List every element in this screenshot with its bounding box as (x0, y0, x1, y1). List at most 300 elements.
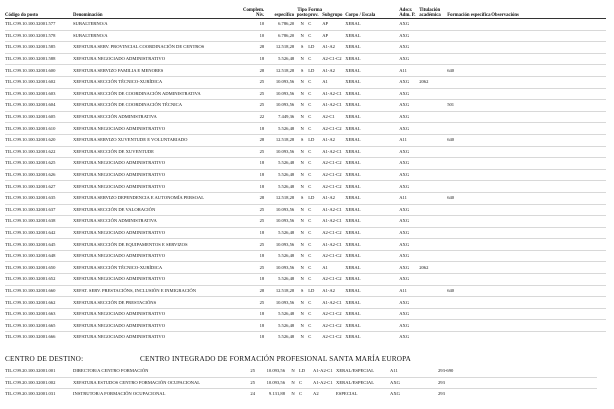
table-row (5, 146, 606, 158)
cell-nivel: 25 (243, 262, 266, 274)
cell-subgrupo: A1-A2 (322, 192, 345, 204)
cell-observacions (491, 274, 606, 286)
cell-denominacion: XEFATURA SECCIÓN DE VALORACIÓN (73, 204, 243, 216)
cell-formacion (447, 169, 491, 181)
cell-corpo: XERAL (345, 100, 399, 112)
cell-formacion (447, 262, 491, 274)
cell-nivel: 25 (243, 239, 266, 251)
table-row (5, 216, 606, 228)
cell-code: TIL.C99.10.100.32001.637 (5, 204, 73, 216)
cell-especifico: 12.518,28 (266, 285, 296, 297)
cell-observacions (491, 76, 606, 88)
cell-code: TIL.C99.10.100.32001.665 (5, 320, 73, 332)
cell-code: TIL.C99.10.100.32001.605 (5, 111, 73, 123)
cell-tipo: N (287, 377, 299, 389)
cell-nivel: 18 (243, 227, 266, 239)
cell-code: TIL.C99.10.100.32001.666 (5, 334, 56, 340)
cell-subgrupo: AP (322, 30, 345, 42)
cell-formacion (447, 53, 491, 65)
cell-code: TIL.C99.10.100.32001.603 (5, 88, 73, 100)
cell-tipo: N (296, 111, 308, 123)
cell-formacion (447, 111, 491, 123)
cell-especifico: 10.093,56 (266, 146, 296, 158)
cell-subgrupo: A1-A2-C1 (322, 88, 345, 100)
cell-corpo: XERAL (345, 250, 399, 262)
cell-tipo: N (296, 181, 308, 193)
cell-especifico: 7.449,36 (266, 111, 296, 123)
cell-adscricion: A11 (390, 366, 410, 377)
cell-subgrupo: A2-C1-C2 (322, 320, 345, 332)
cell-forma: C (308, 216, 322, 228)
cell-observacions (491, 250, 606, 262)
cell-adscricion: AXG (399, 76, 419, 88)
cell-code: TIL.C99.20.100.32001.001 (5, 366, 73, 377)
cell-tipo: N (296, 158, 308, 170)
cell-especifico: 5.526,48 (266, 158, 296, 170)
header-titulacion: Titulación académica (419, 2, 447, 19)
header-formacion: Formación específica (447, 2, 491, 19)
cell-subgrupo: A1-A2-C1 (322, 239, 345, 251)
cell-code: TIL.C99.10.100.32001.625 (5, 158, 73, 170)
table-row (5, 320, 606, 332)
cell-tipo: N (296, 250, 308, 262)
cell-denominacion: XEFATURA SERV. PROVINCIAL COORDINACIÓN DE CENTROS (73, 42, 243, 54)
cell-corpo: XERAL (345, 76, 399, 88)
cell-tipo: S (296, 285, 308, 297)
cell-corpo: XERAL (345, 181, 399, 193)
cell-subgrupo: A1-A2 (322, 65, 345, 77)
cell-observacions (491, 111, 606, 123)
cell-especifico: 12.518,28 (266, 134, 296, 146)
cell-adscricion: AXG (399, 297, 419, 309)
cell-subgrupo: A1-A2-C1 (322, 216, 345, 228)
cell-denominacion: XEFATURA SERVIZO DEPENDENCIA E AUTONOMÍA PERSOAL (73, 192, 243, 204)
table-row (5, 192, 606, 204)
cell-corpo: XERAL (345, 169, 399, 181)
table-row (5, 285, 606, 297)
table-row (5, 111, 606, 123)
cell-tipo: N (296, 262, 308, 274)
cell-code: TIL.C99.10.100.32001.660 (5, 285, 73, 297)
cell-especifico: 5.526,48 (266, 250, 296, 262)
cell-observacions (491, 88, 606, 100)
cell-formacion (447, 30, 491, 42)
cell-code: TIL.C99.10.100.32001.635 (5, 192, 73, 204)
cell-adscricion: AXG (399, 88, 419, 100)
cell-subgrupo: A2-C1-C2 (322, 169, 345, 181)
table-row (5, 227, 606, 239)
cell-corpo: XERAL (345, 274, 399, 286)
cell-subgrupo: A2-C1-C2 (322, 334, 342, 340)
cell-forma: C (308, 320, 322, 332)
cell-denominacion: XEFATURA SECCIÓN DE COORDINACIÓN TÉCNICA (73, 100, 243, 112)
centro-destino-label: CENTRO DE DESTINO: (5, 355, 84, 363)
cell-nivel: 28 (243, 134, 266, 146)
cell-formacion (447, 88, 491, 100)
cell-denominacion: XEFATURA NEGOCIADO ADMINISTRATIVO (73, 308, 243, 320)
header-forma: Forma prov. (308, 2, 322, 19)
cell-code: TIL.C99.10.100.32001.650 (5, 262, 73, 274)
cell-formacion: 501 (447, 100, 491, 112)
cell-code: TIL.C99.10.100.32001.585 (5, 42, 73, 54)
cell-subgrupo: A1-A2 (322, 134, 345, 146)
cell-denominacion: XEFATURA NEGOCIADO ADMINISTRATIVO (73, 320, 243, 332)
cell-nivel: 25 (243, 366, 257, 377)
cell-subgrupo: A2 (313, 391, 319, 397)
cell-titulacion (419, 65, 447, 77)
cell-code: TIL.C99.10.100.32001.638 (5, 216, 73, 228)
table-row (5, 332, 606, 343)
cell-forma: C (308, 88, 322, 100)
cell-nivel: 25 (243, 76, 266, 88)
cell-tipo: N (296, 146, 308, 158)
cell-corpo: XERAL (345, 88, 399, 100)
cell-nivel: 25 (243, 377, 257, 389)
centro-destino-name: CENTRO INTEGRADO DE FORMACIÓN PROFESIONAL SANTA MARÍA EUROPA (140, 355, 412, 363)
table-row (5, 297, 606, 309)
cell-tipo: N (296, 30, 308, 42)
cell-code: TIL.C99.20.100.32001.031 (5, 391, 56, 397)
cell-formacion (447, 332, 491, 343)
cell-especifico: 5.526,48 (266, 123, 296, 135)
cell-code: TIL.C99.10.100.32001.620 (5, 134, 73, 146)
cell-adscricion: AXG (399, 146, 419, 158)
cell-titulacion: 2062 (419, 76, 447, 88)
cell-subgrupo: A1-A2-C1 (322, 204, 345, 216)
cell-especifico: 10.093,56 (266, 262, 296, 274)
cell-tipo: N (287, 366, 299, 377)
cell-forma: C (308, 274, 322, 286)
cell-subgrupo: A1-A2 (322, 42, 345, 54)
cell-observacions (491, 320, 606, 332)
cell-subgrupo: A2-C1-C2 (322, 181, 345, 193)
header-corpo: Corpo / Escala (345, 2, 399, 19)
cell-tipo: N (296, 169, 308, 181)
cell-titulacion (410, 366, 438, 377)
table-row (5, 181, 606, 193)
cell-formacion (447, 19, 491, 31)
cell-corpo: XERAL (345, 42, 399, 54)
cell-nivel: 28 (243, 285, 266, 297)
table-row (5, 123, 606, 135)
cell-corpo: XERAL/ESPECIAL (336, 377, 390, 389)
cell-formacion: 293 (438, 377, 482, 389)
cell-formacion (447, 181, 491, 193)
cell-denominacion: SUBALTERNO/A (73, 30, 243, 42)
table-row (5, 389, 597, 400)
cell-titulacion (419, 192, 447, 204)
cell-corpo: XERAL (345, 227, 399, 239)
cell-tipo: S (296, 134, 308, 146)
cell-especifico: 12.518,28 (266, 192, 296, 204)
table-row (5, 65, 606, 77)
cell-nivel: 18 (243, 274, 266, 286)
cell-titulacion (419, 308, 447, 320)
cell-tipo: N (291, 391, 295, 397)
cell-nivel: 25 (243, 204, 266, 216)
cell-observacions (491, 204, 606, 216)
cell-observacions (491, 146, 606, 158)
cell-denominacion: XEFATURA NEGOCIADO ADMINISTRATIVO (73, 158, 243, 170)
cell-adscricion: AXG (399, 42, 419, 54)
cell-nivel: 28 (243, 65, 266, 77)
cell-corpo: ESPECIAL (336, 391, 358, 397)
cell-nivel: 18 (243, 250, 266, 262)
cell-nivel: 10 (243, 19, 266, 31)
cell-adscricion: AXG (399, 169, 419, 181)
cell-formacion (447, 76, 491, 88)
cell-subgrupo: A1 (322, 262, 345, 274)
cell-observacions (482, 389, 597, 400)
cell-subgrupo: A1-A2 (322, 285, 345, 297)
cell-nivel: 10 (243, 30, 266, 42)
cell-adscricion: AXG (399, 308, 419, 320)
cell-especifico: 5.526,48 (278, 334, 295, 340)
cell-corpo: XERAL (345, 334, 361, 340)
cell-subgrupo: A2-C1-C2 (322, 250, 345, 262)
cell-titulacion (419, 216, 447, 228)
cell-denominacion: XEFATURA NEGOCIADO ADMINISTRATIVO (73, 181, 243, 193)
cell-titulacion (419, 134, 447, 146)
cell-code: TIL.C99.20.100.32001.002 (5, 377, 73, 389)
cell-adscricion: AXG (399, 204, 419, 216)
cell-tipo: N (296, 204, 308, 216)
cell-forma: C (308, 30, 322, 42)
cell-corpo: XERAL (345, 65, 399, 77)
cell-observacions (491, 181, 606, 193)
cell-denominacion: DIRECTOR/A CENTRO FORMACIÓN (73, 366, 243, 377)
cell-nivel: 24 (250, 391, 255, 397)
cell-denominacion: XEFATURA NEGOCIADO ADMINISTRATIVO (73, 53, 243, 65)
cell-forma: LD (299, 366, 313, 377)
cell-titulacion (419, 285, 447, 297)
cell-nivel: 25 (243, 88, 266, 100)
cell-tipo: N (300, 334, 304, 340)
cell-subgrupo: A1-A2-C1 (313, 377, 336, 389)
cell-corpo: XERAL (345, 216, 399, 228)
cell-corpo: XERAL/ESPECIAL (336, 366, 390, 377)
cell-subgrupo: A2-C1 (322, 111, 345, 123)
cell-especifico: 6.786,20 (266, 19, 296, 31)
cell-especifico: 5.526,48 (266, 320, 296, 332)
cell-observacions (491, 192, 606, 204)
cell-nivel: 18 (259, 334, 265, 340)
cell-adscricion: AXG (390, 377, 410, 389)
cell-observacions (482, 377, 597, 389)
cell-tipo: N (296, 88, 308, 100)
cell-tipo: S (296, 42, 308, 54)
cell-titulacion (419, 181, 447, 193)
cell-formacion (447, 320, 491, 332)
cell-code: TIL.C99.10.100.32001.645 (5, 239, 73, 251)
cell-especifico: 5.526,48 (266, 308, 296, 320)
cell-forma: C (299, 377, 313, 389)
cell-code: TIL.C99.10.100.32001.642 (5, 227, 73, 239)
cell-denominacion: XEFATURA SECCIÓN DE PRESTACIÓNS (73, 297, 243, 309)
header-nivel: Complem. Nív. (243, 2, 266, 19)
cell-denominacion: XEFATURA SECCIÓN TÉCNICO-XURÍDICA (73, 76, 243, 88)
cell-especifico: 10.093,56 (266, 239, 296, 251)
cell-formacion (447, 216, 491, 228)
cell-formacion: 640 (447, 285, 491, 297)
cell-nivel: 28 (243, 42, 266, 54)
cell-observacions (491, 297, 606, 309)
table-row (5, 158, 606, 170)
cell-titulacion (419, 53, 447, 65)
cell-titulacion (419, 250, 447, 262)
header-subgrupo: Subgrupo (322, 2, 345, 19)
cell-titulacion: 2062 (419, 262, 447, 274)
cell-nivel: 18 (243, 123, 266, 135)
cell-especifico: 10.093,56 (266, 216, 296, 228)
cell-corpo: XERAL (345, 19, 399, 31)
cell-especifico: 10.093,56 (266, 100, 296, 112)
cell-adscricion: A11 (399, 65, 419, 77)
cell-formacion: 293-690 (438, 366, 482, 377)
cell-tipo: N (296, 19, 308, 31)
cell-titulacion (410, 389, 438, 400)
cell-adscricion: AXG (399, 274, 419, 286)
cell-observacions (491, 169, 606, 181)
cell-subgrupo: A1-A2-C1 (313, 366, 336, 377)
cell-code: TIL.C99.10.100.32001.602 (5, 76, 73, 88)
cell-titulacion (419, 111, 447, 123)
cell-denominacion: XEFATURA NEGOCIADO ADMINISTRATIVO (73, 169, 243, 181)
cell-observacions (491, 308, 606, 320)
table-row (5, 377, 597, 389)
cell-corpo: XERAL (345, 30, 399, 42)
cell-adscricion: AXG (399, 334, 410, 340)
cell-observacions (491, 216, 606, 228)
cell-adscricion: AXG (399, 19, 419, 31)
cell-adscricion: AXG (390, 391, 400, 397)
table-row (5, 274, 606, 286)
cell-denominacion: XEFATURA SECCIÓN DE COORDINACIÓN ADMINISTRATIVA (73, 88, 243, 100)
cell-forma: C (308, 111, 322, 123)
cell-subgrupo: A1-A2-C1 (322, 100, 345, 112)
cell-titulacion (419, 146, 447, 158)
header-adscricion: Adscr. Adm. P. (399, 2, 419, 19)
cell-denominacion: XEFATURA SECCIÓN ADMINISTRATIVA (73, 111, 243, 123)
cell-especifico: 5.526,48 (266, 181, 296, 193)
cell-corpo: XERAL (345, 262, 399, 274)
cell-corpo: XERAL (345, 53, 399, 65)
cell-corpo: XERAL (345, 146, 399, 158)
cell-observacions (491, 65, 606, 77)
cell-adscricion: AXG (399, 216, 419, 228)
cell-adscricion: AXG (399, 181, 419, 193)
cell-forma: C (299, 391, 303, 397)
cell-denominacion: XEFATURA NEGOCIADO ADMINISTRATIVO (73, 123, 243, 135)
cell-formacion (447, 274, 491, 286)
cell-especifico: 10.093,56 (266, 204, 296, 216)
table-row (5, 134, 606, 146)
header-code: Código do posto (5, 2, 73, 19)
cell-forma: LD (308, 192, 322, 204)
cell-adscricion: AXG (399, 100, 419, 112)
cell-especifico: 10.093,56 (266, 88, 296, 100)
cell-code: TIL.C99.10.100.32001.578 (5, 30, 73, 42)
cell-forma: C (308, 181, 322, 193)
cell-adscricion: AXG (399, 30, 419, 42)
cell-titulacion (419, 169, 447, 181)
cell-adscricion: AXG (399, 227, 419, 239)
cell-code: TIL.C99.10.100.32001.627 (5, 181, 73, 193)
cell-subgrupo: A2-C1-C2 (322, 123, 345, 135)
table-row (5, 169, 606, 181)
cell-forma: C (308, 334, 312, 340)
cell-especifico: 10.093,56 (266, 297, 296, 309)
table-header-row (5, 2, 606, 19)
cell-nivel: 25 (243, 146, 266, 158)
table-row (5, 30, 606, 42)
cell-subgrupo: A1-A2-C1 (322, 146, 345, 158)
cell-tipo: N (296, 227, 308, 239)
cell-forma: C (308, 239, 322, 251)
cell-forma: C (308, 100, 322, 112)
centro-destino-heading (5, 355, 609, 364)
cell-forma: LD (308, 285, 322, 297)
cell-formacion: 640 (447, 134, 491, 146)
cell-forma: LD (308, 65, 322, 77)
cell-forma: C (308, 123, 322, 135)
cell-adscricion: A11 (399, 192, 419, 204)
table-row (5, 19, 606, 31)
cell-nivel: 18 (243, 320, 266, 332)
header-especifico: específico (266, 2, 296, 19)
cell-formacion (447, 227, 491, 239)
cell-formacion (447, 123, 491, 135)
cell-corpo: XERAL (345, 123, 399, 135)
cell-titulacion (410, 377, 438, 389)
cell-tipo: N (296, 297, 308, 309)
cell-forma: C (308, 158, 322, 170)
cell-denominacion: SUBALTERNO/A (73, 19, 243, 31)
cell-denominacion: XEFATURA SECCIÓN DE XUVENTUDE (73, 146, 243, 158)
cell-code: TIL.C99.10.100.32001.626 (5, 169, 73, 181)
cell-observacions (491, 285, 606, 297)
cell-forma: C (308, 53, 322, 65)
cell-denominacion: XEFATURA NEGOCIADO ADMINISTRATIVO (73, 227, 243, 239)
cell-forma: C (308, 227, 322, 239)
cell-code: TIL.C99.10.100.32001.588 (5, 53, 73, 65)
cell-nivel: 18 (243, 169, 266, 181)
cell-nivel: 25 (243, 297, 266, 309)
cell-especifico: 5.526,48 (266, 53, 296, 65)
cell-corpo: XERAL (345, 111, 399, 123)
cell-denominacion: XEFATURA SERVIZO XUVENTUDE E VOLUNTARIADO (73, 134, 243, 146)
cell-corpo: XERAL (345, 204, 399, 216)
cell-tipo: N (296, 123, 308, 135)
table-row (5, 239, 606, 251)
cell-forma: C (308, 146, 322, 158)
cell-tipo: N (296, 239, 308, 251)
header-denominacion: Denominación (73, 2, 243, 19)
cell-denominacion: XEFATURA SECCIÓN TÉCNICO-XURÍDICA (73, 262, 243, 274)
cell-subgrupo: AP (322, 19, 345, 31)
cell-adscricion: AXG (399, 320, 419, 332)
cell-forma: C (308, 308, 322, 320)
cell-titulacion (419, 274, 447, 286)
cell-denominacion: XEFATURA NEGOCIADO ADMINISTRATIVO (73, 334, 166, 340)
cell-titulacion (419, 30, 447, 42)
cell-forma: LD (308, 134, 322, 146)
cell-adscricion: A11 (399, 134, 419, 146)
cell-code: TIL.C99.10.100.32001.577 (5, 19, 73, 31)
cell-especifico: 6.786,20 (266, 30, 296, 42)
cell-especifico: 10.093,56 (257, 366, 287, 377)
cell-observacions (491, 30, 606, 42)
